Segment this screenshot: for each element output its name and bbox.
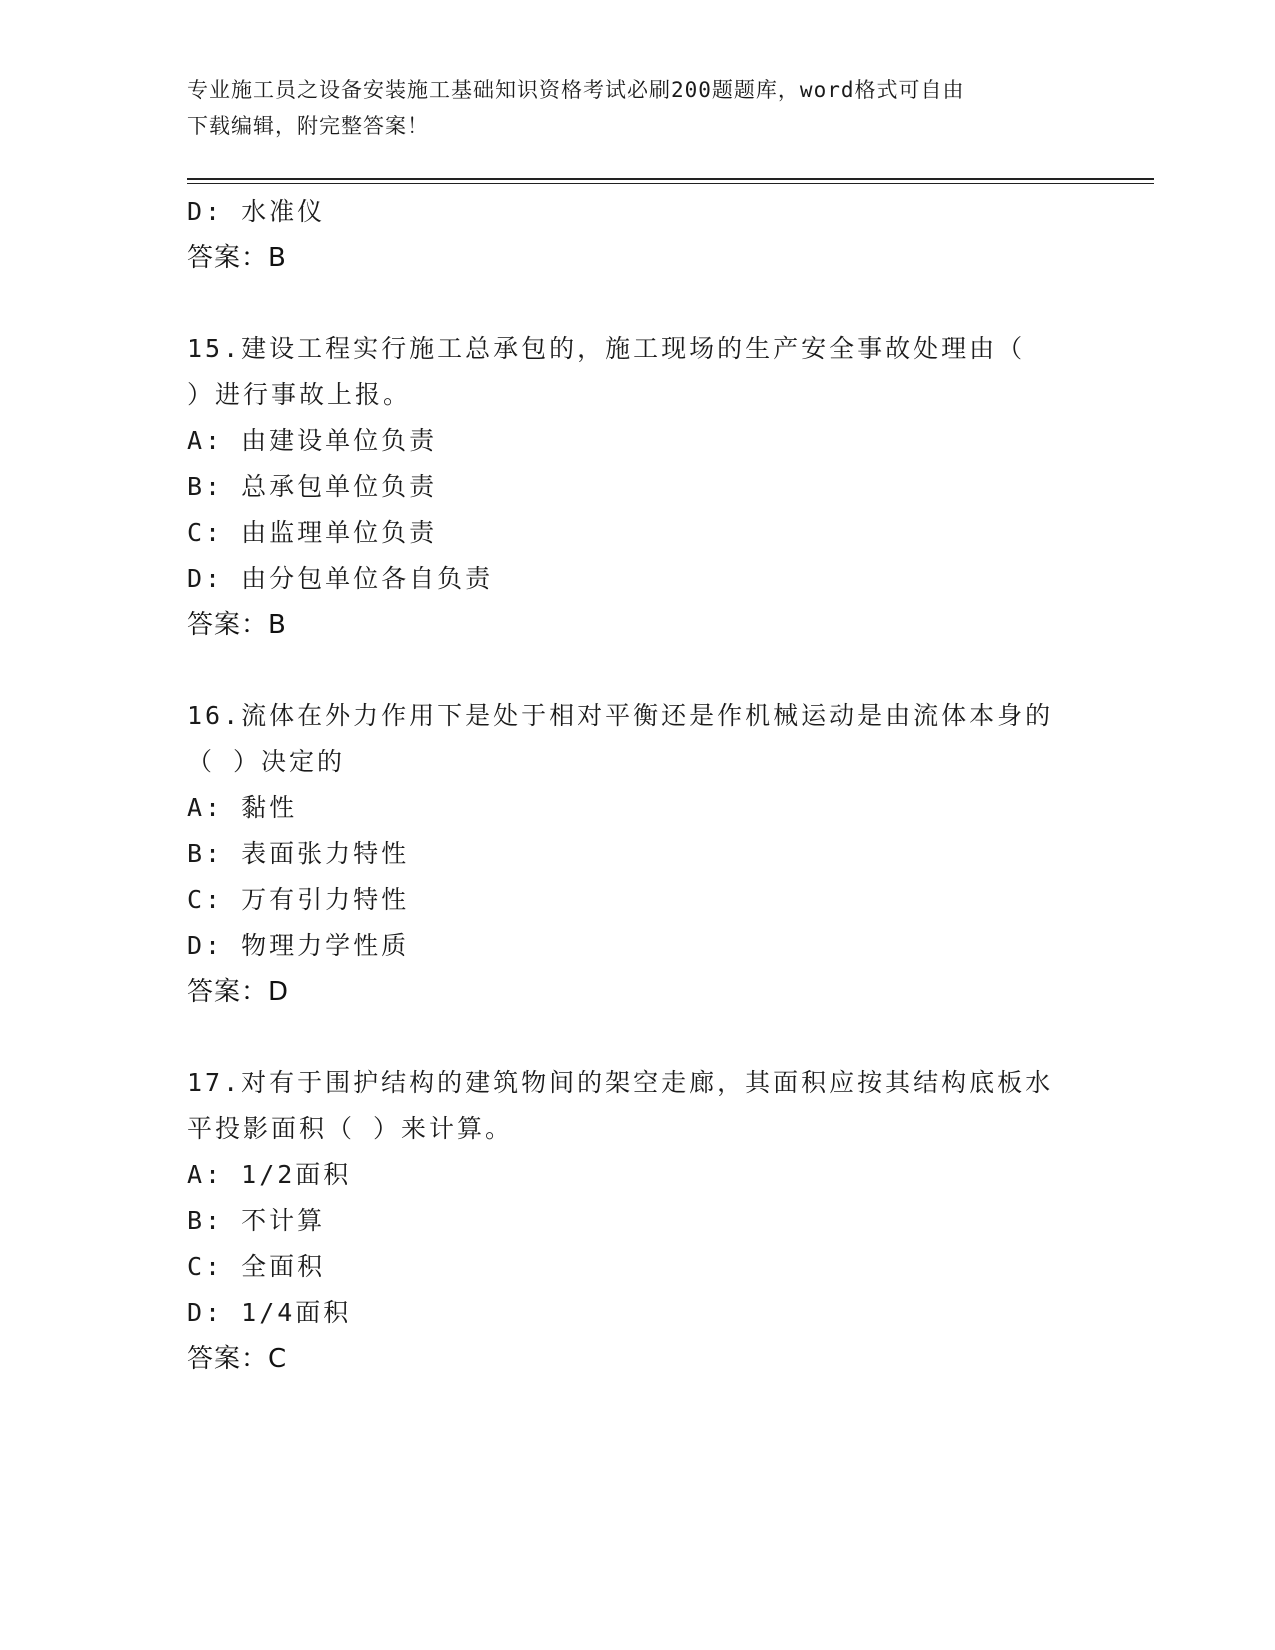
question-15 [187, 326, 1087, 648]
question-list [187, 189, 1087, 1382]
question-stem-line-2: ）进行事故上报。 [187, 380, 412, 409]
answer-line: 答案：C [187, 1344, 288, 1374]
option-c: C: 由监理单位负责 [187, 518, 438, 547]
question-17 [187, 1060, 1087, 1382]
option-a: A: 黏性 [187, 793, 298, 822]
header-title-line-2: 下载编辑，附完整答案！ [187, 114, 429, 138]
option-d: D: 物理力学性质 [187, 931, 410, 960]
option-c: C: 万有引力特性 [187, 885, 410, 914]
header-divider-thick [187, 178, 1154, 180]
document-header [187, 72, 1067, 144]
answer-line: 答案：B [187, 243, 287, 273]
option-d: D: 1/4面积 [187, 1298, 352, 1327]
question-16 [187, 693, 1087, 1015]
header-divider-thin [187, 183, 1154, 184]
option-a: A: 由建设单位负责 [187, 426, 438, 455]
option-a: A: 1/2面积 [187, 1160, 352, 1189]
option-d: D: 由分包单位各自负责 [187, 564, 494, 593]
option-b: B: 表面张力特性 [187, 839, 410, 868]
question-stem-line-2: （ ）决定的 [187, 747, 346, 776]
option-b: B: 不计算 [187, 1206, 326, 1235]
question-stem-line-1: 15.建设工程实行施工总承包的，施工现场的生产安全事故处理由（ [187, 334, 1026, 363]
option-d: D: 水准仪 [187, 197, 326, 226]
option-c: C: 全面积 [187, 1252, 326, 1281]
question-stem-line-1: 16.流体在外力作用下是处于相对平衡还是作机械运动是由流体本身的 [187, 701, 1054, 730]
header-title-line-1: 专业施工员之设备安装施工基础知识资格考试必刷200题题库，word格式可自由 [187, 78, 965, 102]
previous-question-tail [187, 189, 1087, 281]
answer-line: 答案：B [187, 610, 287, 640]
question-stem-line-2: 平投影面积（ ）来计算。 [187, 1114, 514, 1143]
question-stem-line-1: 17.对有于围护结构的建筑物间的架空走廊，其面积应按其结构底板水 [187, 1068, 1054, 1097]
option-b: B: 总承包单位负责 [187, 472, 438, 501]
answer-line: 答案：D [187, 977, 290, 1007]
